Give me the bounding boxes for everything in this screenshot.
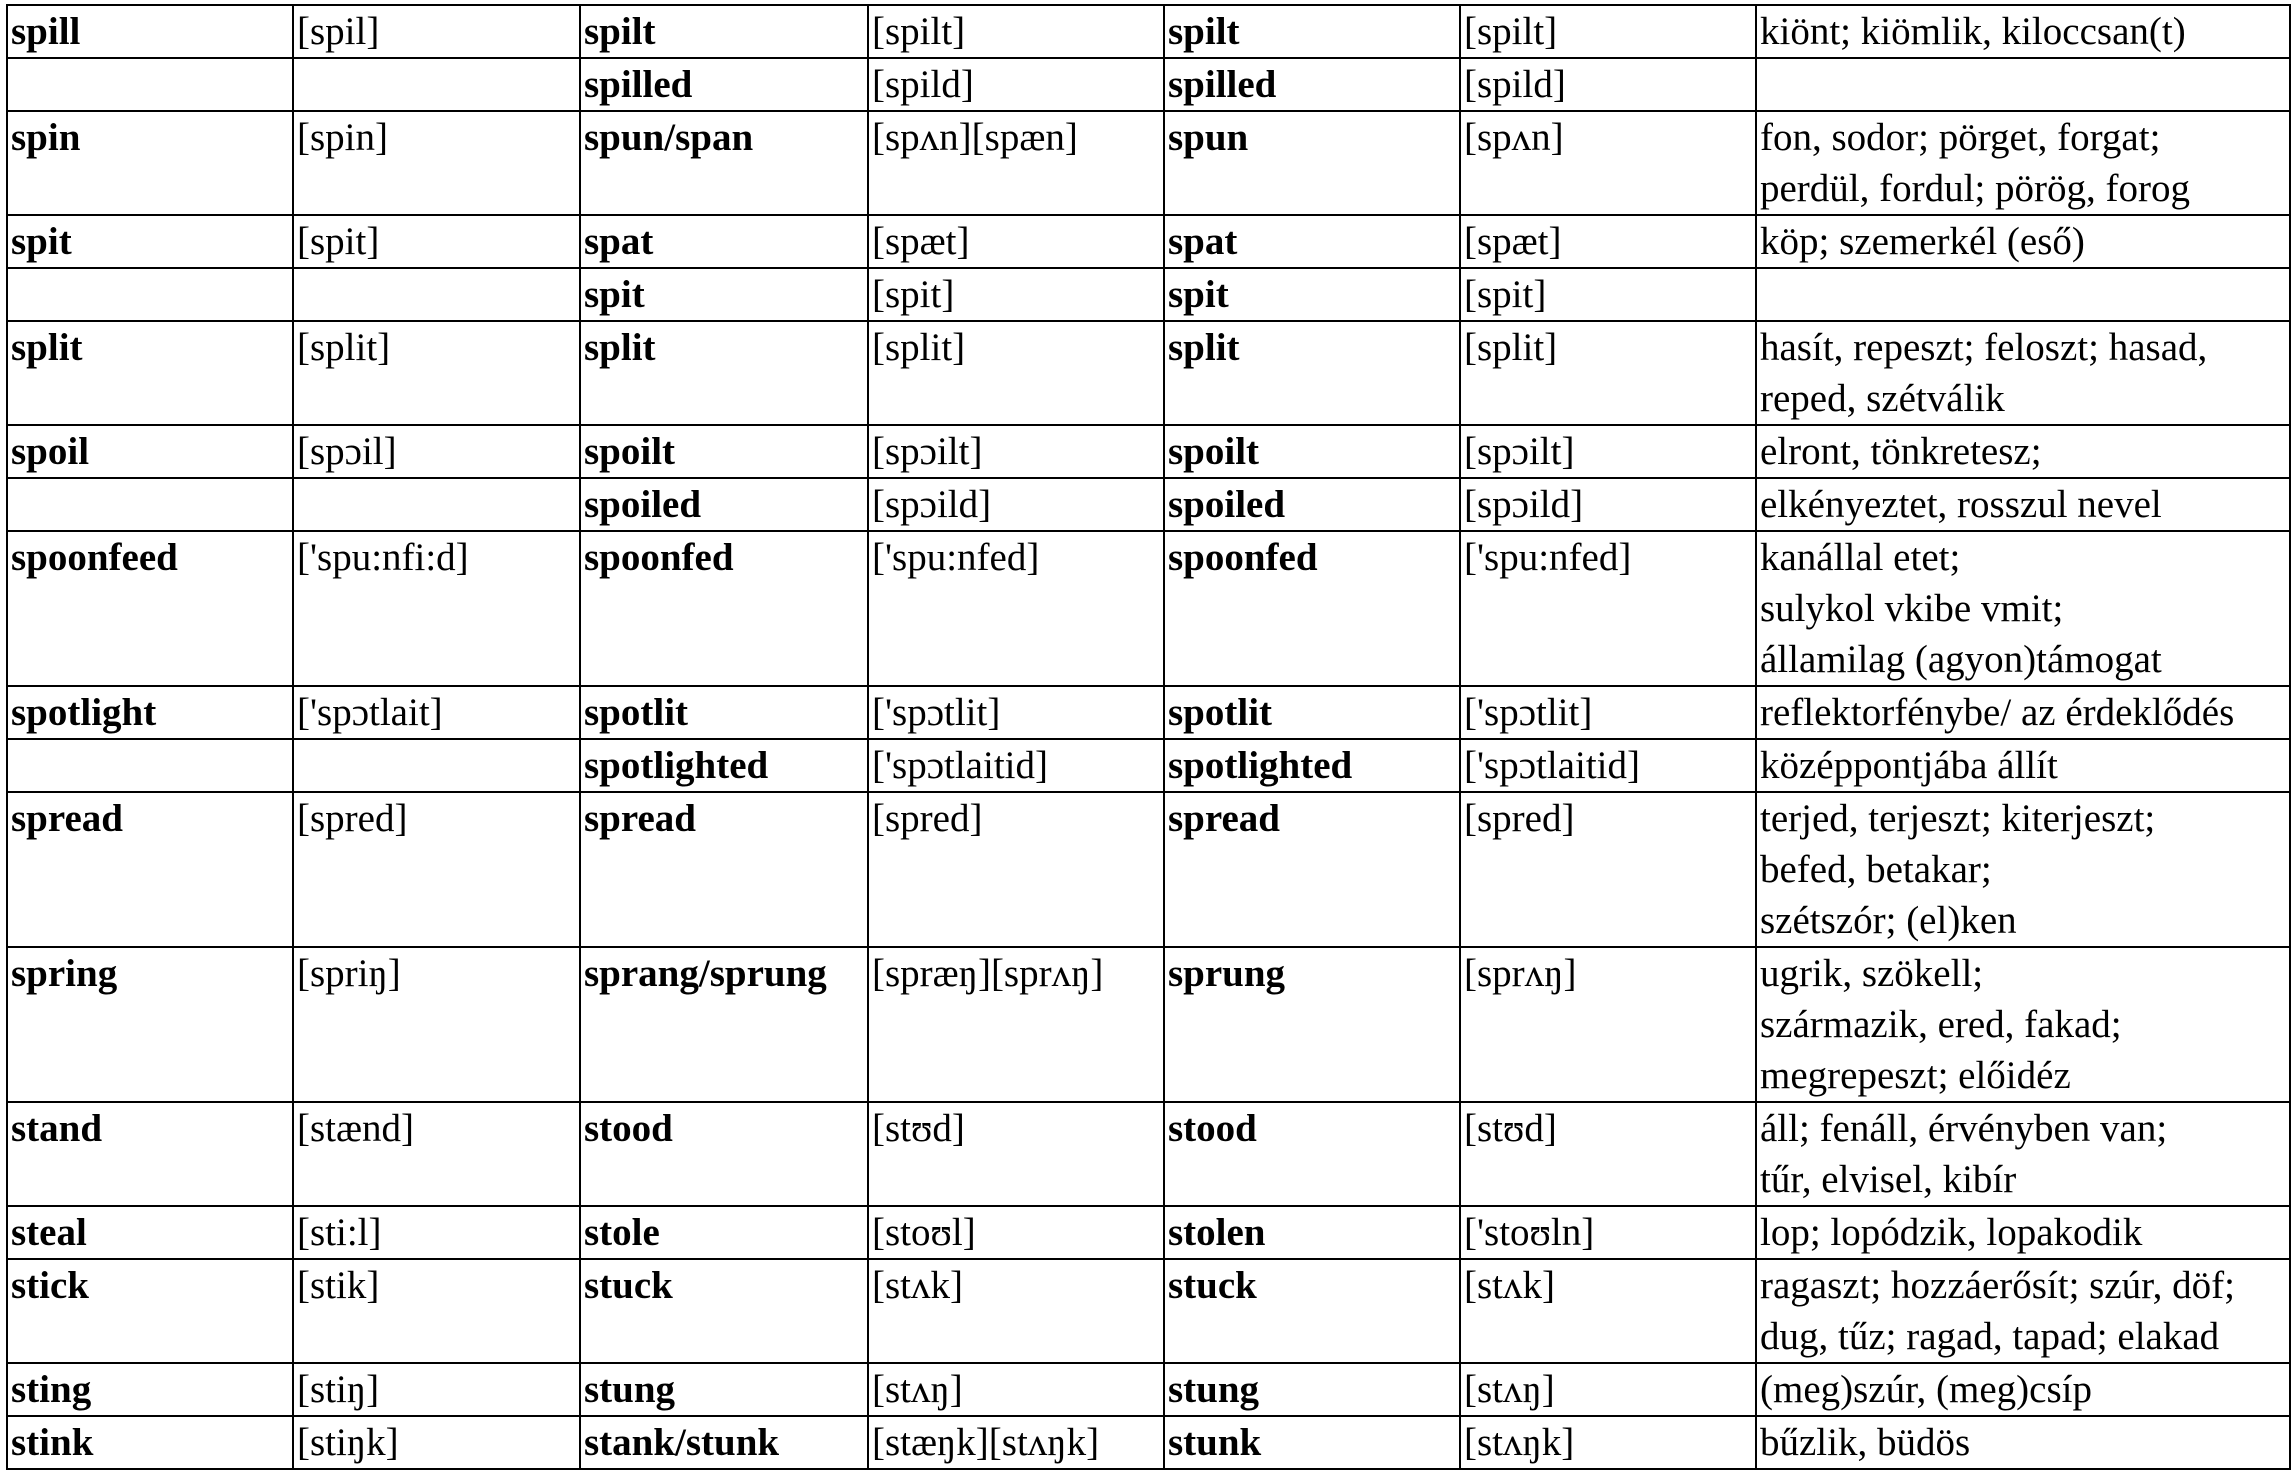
base-form-cell: spoonfeed [7, 531, 293, 686]
past-pronunciation-cell: [spit] [868, 268, 1164, 321]
past-tense-cell: stood [580, 1102, 868, 1206]
past-participle-pronunciation-cell: [stʌk] [1460, 1259, 1756, 1363]
meaning-line: középpontjába állít [1760, 744, 2058, 787]
meaning-line: ragaszt; hozzáerősít; szúr, döf; [1760, 1264, 2235, 1307]
meaning-cell [1756, 1102, 2290, 1206]
table-row [7, 321, 2290, 425]
base-pronunciation-cell: [spin] [293, 111, 580, 215]
base-form-cell: spoil [7, 425, 293, 478]
base-pronunciation-cell: ['spɔtlait] [293, 686, 580, 739]
past-tense-cell: stuck [580, 1259, 868, 1363]
past-participle-cell: spread [1164, 792, 1460, 947]
base-pronunciation-cell [293, 478, 580, 531]
base-form-cell: spin [7, 111, 293, 215]
meaning-line: tűr, elvisel, kibír [1760, 1158, 2017, 1201]
meaning-line: fon, sodor; pörget, forgat; [1760, 116, 2161, 159]
meaning-line: szétszór; (el)ken [1760, 899, 2017, 942]
meaning-cell [1756, 268, 2290, 321]
meaning-line: kanállal etet; [1760, 536, 1961, 579]
past-participle-pronunciation-cell: [spʌn] [1460, 111, 1756, 215]
past-participle-pronunciation-cell: [sprʌŋ] [1460, 947, 1756, 1102]
past-pronunciation-cell: ['spu:nfed] [868, 531, 1164, 686]
base-form-cell: steal [7, 1206, 293, 1259]
meaning-cell [1756, 686, 2290, 739]
meaning-cell [1756, 478, 2290, 531]
past-participle-pronunciation-cell: ['spu:nfed] [1460, 531, 1756, 686]
meaning-cell [1756, 215, 2290, 268]
past-pronunciation-cell: [split] [868, 321, 1164, 425]
past-participle-cell: stung [1164, 1363, 1460, 1416]
past-participle-pronunciation-cell: [spɔild] [1460, 478, 1756, 531]
meaning-cell [1756, 321, 2290, 425]
base-form-cell: spotlight [7, 686, 293, 739]
past-tense-cell: stung [580, 1363, 868, 1416]
table-row [7, 1206, 2290, 1259]
irregular-verbs-table [6, 4, 2291, 1470]
past-pronunciation-cell: [spɔild] [868, 478, 1164, 531]
past-pronunciation-cell: [spɔilt] [868, 425, 1164, 478]
past-pronunciation-cell: [stæŋk][stʌŋk] [868, 1416, 1164, 1469]
past-participle-pronunciation-cell: ['spɔtlaitid] [1460, 739, 1756, 792]
verb-table-body [7, 5, 2290, 1469]
base-pronunciation-cell: [stiŋk] [293, 1416, 580, 1469]
past-participle-pronunciation-cell: [stʌŋk] [1460, 1416, 1756, 1469]
past-pronunciation-cell: ['spɔtlaitid] [868, 739, 1164, 792]
past-pronunciation-cell: [spʌn][spæn] [868, 111, 1164, 215]
past-tense-cell: stole [580, 1206, 868, 1259]
past-tense-cell: spit [580, 268, 868, 321]
past-tense-cell: spotlit [580, 686, 868, 739]
meaning-cell [1756, 425, 2290, 478]
meaning-line: hasít, repeszt; feloszt; hasad, [1760, 326, 2208, 369]
past-participle-pronunciation-cell: [stʌŋ] [1460, 1363, 1756, 1416]
past-participle-pronunciation-cell: [spilt] [1460, 5, 1756, 58]
past-tense-cell: sprang/sprung [580, 947, 868, 1102]
past-participle-pronunciation-cell: [stʊd] [1460, 1102, 1756, 1206]
meaning-line: köp; szemerkél (eső) [1760, 220, 2085, 263]
past-participle-pronunciation-cell: [spɔilt] [1460, 425, 1756, 478]
meaning-line: reflektorfénybe/ az érdeklődés [1760, 691, 2235, 734]
meaning-cell [1756, 1416, 2290, 1469]
meaning-cell [1756, 531, 2290, 686]
meaning-line: megrepeszt; előidéz [1760, 1054, 2071, 1097]
past-tense-cell: spat [580, 215, 868, 268]
meaning-line: államilag (agyon)támogat [1760, 638, 2162, 681]
meaning-line: áll; fenáll, érvényben van; [1760, 1107, 2168, 1150]
meaning-line: sulykol vkibe vmit; [1760, 587, 2064, 630]
table-row [7, 947, 2290, 1102]
meaning-line: befed, betakar; [1760, 848, 1992, 891]
meaning-line: lop; lopódzik, lopakodik [1760, 1211, 2143, 1254]
meaning-cell [1756, 1206, 2290, 1259]
meaning-cell [1756, 947, 2290, 1102]
past-participle-cell: stunk [1164, 1416, 1460, 1469]
table-row [7, 58, 2290, 111]
base-form-cell [7, 739, 293, 792]
base-form-cell [7, 58, 293, 111]
base-pronunciation-cell: [spil] [293, 5, 580, 58]
past-tense-cell: spread [580, 792, 868, 947]
meaning-line: reped, szétválik [1760, 377, 2005, 420]
past-participle-pronunciation-cell: [spild] [1460, 58, 1756, 111]
table-row [7, 531, 2290, 686]
base-form-cell: spill [7, 5, 293, 58]
past-tense-cell: spilt [580, 5, 868, 58]
base-pronunciation-cell [293, 58, 580, 111]
past-participle-pronunciation-cell: ['spɔtlit] [1460, 686, 1756, 739]
meaning-line: elront, tönkretesz; [1760, 430, 2042, 473]
past-participle-cell: stuck [1164, 1259, 1460, 1363]
base-pronunciation-cell [293, 739, 580, 792]
table-row [7, 425, 2290, 478]
past-tense-cell: spoonfed [580, 531, 868, 686]
meaning-line [1760, 59, 2287, 110]
past-participle-cell: spotlighted [1164, 739, 1460, 792]
meaning-line: (meg)szúr, (meg)csíp [1760, 1368, 2092, 1411]
base-form-cell: spring [7, 947, 293, 1102]
table-row [7, 215, 2290, 268]
past-participle-pronunciation-cell: ['stoʊln] [1460, 1206, 1756, 1259]
past-pronunciation-cell: [spilt] [868, 5, 1164, 58]
table-row [7, 1363, 2290, 1416]
meaning-cell [1756, 111, 2290, 215]
table-row [7, 1259, 2290, 1363]
base-form-cell: split [7, 321, 293, 425]
past-participle-cell: spilt [1164, 5, 1460, 58]
past-pronunciation-cell: [spæt] [868, 215, 1164, 268]
base-form-cell: stink [7, 1416, 293, 1469]
meaning-line: elkényeztet, rosszul nevel [1760, 483, 2162, 526]
base-pronunciation-cell: [stænd] [293, 1102, 580, 1206]
past-pronunciation-cell: [spræŋ][sprʌŋ] [868, 947, 1164, 1102]
table-row [7, 111, 2290, 215]
past-participle-cell: stolen [1164, 1206, 1460, 1259]
table-row [7, 792, 2290, 947]
past-pronunciation-cell: [spred] [868, 792, 1164, 947]
past-participle-cell: split [1164, 321, 1460, 425]
past-participle-cell: spat [1164, 215, 1460, 268]
past-participle-pronunciation-cell: [spæt] [1460, 215, 1756, 268]
past-participle-cell: spoiled [1164, 478, 1460, 531]
table-row [7, 739, 2290, 792]
past-participle-cell: spotlit [1164, 686, 1460, 739]
past-pronunciation-cell: [stʌŋ] [868, 1363, 1164, 1416]
base-form-cell: spread [7, 792, 293, 947]
past-tense-cell: spun/span [580, 111, 868, 215]
meaning-line: származik, ered, fakad; [1760, 1003, 2122, 1046]
table-row [7, 5, 2290, 58]
base-form-cell: stand [7, 1102, 293, 1206]
meaning-cell [1756, 739, 2290, 792]
base-pronunciation-cell: [stiŋ] [293, 1363, 580, 1416]
past-participle-pronunciation-cell: [spit] [1460, 268, 1756, 321]
past-tense-cell: spotlighted [580, 739, 868, 792]
past-pronunciation-cell: [stoʊl] [868, 1206, 1164, 1259]
base-form-cell: stick [7, 1259, 293, 1363]
base-pronunciation-cell [293, 268, 580, 321]
base-pronunciation-cell: [spred] [293, 792, 580, 947]
base-pronunciation-cell: [spit] [293, 215, 580, 268]
past-pronunciation-cell: [stʌk] [868, 1259, 1164, 1363]
past-pronunciation-cell: [spild] [868, 58, 1164, 111]
base-form-cell: spit [7, 215, 293, 268]
base-pronunciation-cell: [sti:l] [293, 1206, 580, 1259]
past-participle-pronunciation-cell: [split] [1460, 321, 1756, 425]
past-tense-cell: spilled [580, 58, 868, 111]
past-participle-cell: sprung [1164, 947, 1460, 1102]
table-row [7, 1102, 2290, 1206]
base-form-cell: sting [7, 1363, 293, 1416]
meaning-cell [1756, 5, 2290, 58]
past-participle-pronunciation-cell: [spred] [1460, 792, 1756, 947]
meaning-line: terjed, terjeszt; kiterjeszt; [1760, 797, 2156, 840]
base-pronunciation-cell: [spriŋ] [293, 947, 580, 1102]
meaning-cell [1756, 58, 2290, 111]
meaning-line: kiönt; kiömlik, kiloccsan(t) [1760, 10, 2186, 53]
past-participle-cell: spilled [1164, 58, 1460, 111]
past-participle-cell: spit [1164, 268, 1460, 321]
meaning-cell [1756, 1259, 2290, 1363]
table-row [7, 1416, 2290, 1469]
base-form-cell [7, 478, 293, 531]
past-tense-cell: split [580, 321, 868, 425]
base-pronunciation-cell: ['spu:nfi:d] [293, 531, 580, 686]
past-participle-cell: spun [1164, 111, 1460, 215]
past-tense-cell: spoilt [580, 425, 868, 478]
meaning-cell [1756, 1363, 2290, 1416]
base-pronunciation-cell: [spɔil] [293, 425, 580, 478]
table-row [7, 478, 2290, 531]
meaning-cell [1756, 792, 2290, 947]
table-row [7, 686, 2290, 739]
base-form-cell [7, 268, 293, 321]
past-participle-cell: spoilt [1164, 425, 1460, 478]
meaning-line: dug, tűz; ragad, tapad; elakad [1760, 1315, 2220, 1358]
table-row [7, 268, 2290, 321]
past-tense-cell: stank/stunk [580, 1416, 868, 1469]
meaning-line: ugrik, szökell; [1760, 952, 1984, 995]
past-participle-cell: spoonfed [1164, 531, 1460, 686]
base-pronunciation-cell: [stik] [293, 1259, 580, 1363]
past-participle-cell: stood [1164, 1102, 1460, 1206]
past-tense-cell: spoiled [580, 478, 868, 531]
past-pronunciation-cell: [stʊd] [868, 1102, 1164, 1206]
past-pronunciation-cell: ['spɔtlit] [868, 686, 1164, 739]
meaning-line: bűzlik, büdös [1760, 1421, 1971, 1464]
meaning-line: perdül, fordul; pörög, forog [1760, 167, 2190, 210]
base-pronunciation-cell: [split] [293, 321, 580, 425]
meaning-line [1760, 269, 2287, 320]
